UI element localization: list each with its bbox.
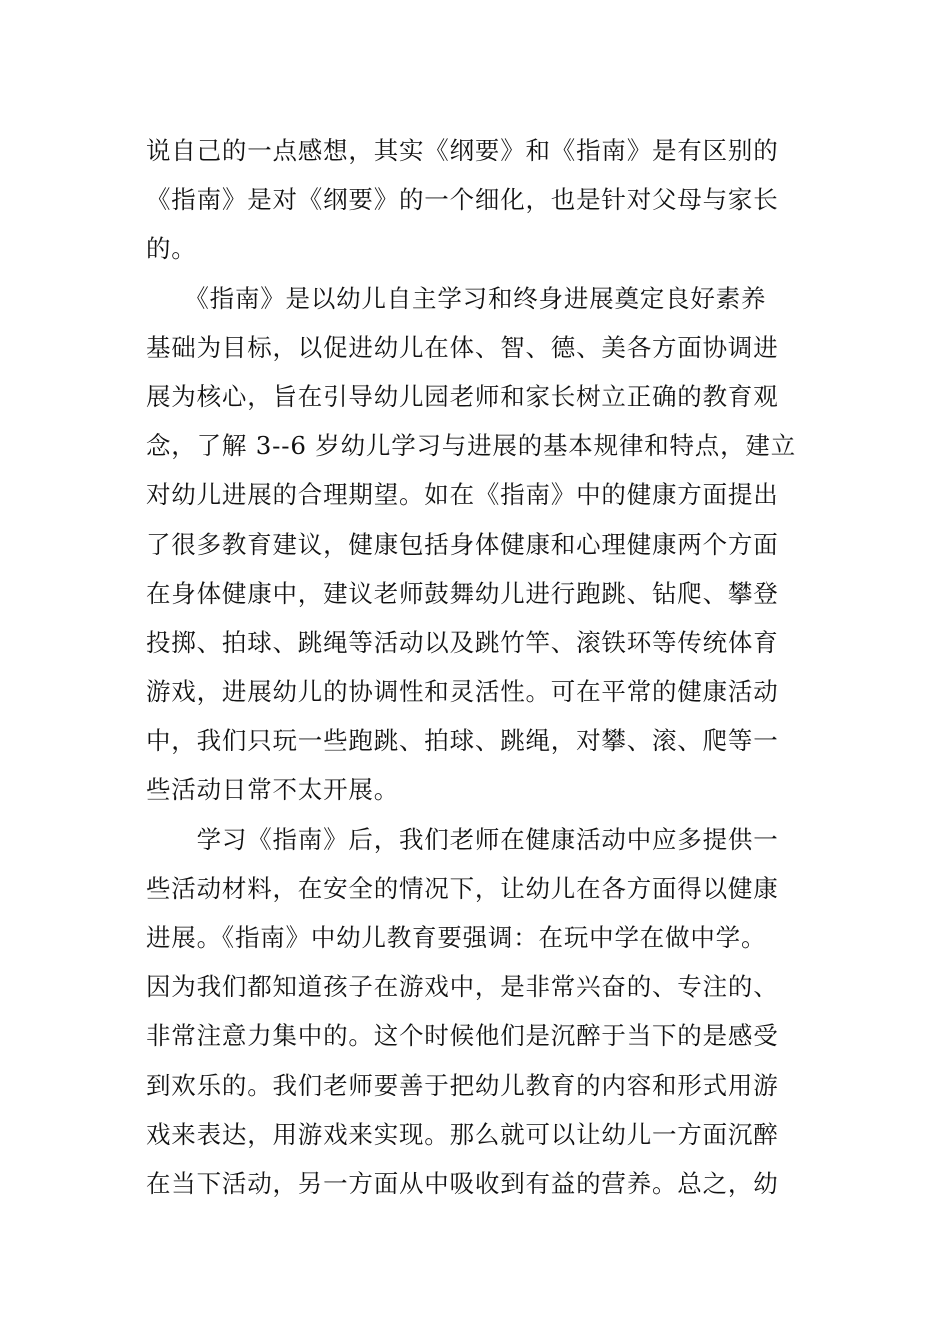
text-line-5: 基础为目标，以促进幼儿在体、智、德、美各方面协调进: [146, 332, 779, 362]
text-line-13: 中，我们只玩一些跑跳、拍球、跳绳，对攀、滚、爬等一: [146, 726, 779, 756]
text-line-8: 对幼儿进展的合理期望。如在《指南》中的健康方面提出: [146, 480, 779, 510]
text-line-19: 非常注意力集中的。这个时候他们是沉醉于当下的是感受: [146, 1021, 779, 1051]
text-line-10: 在身体健康中，建议老师鼓舞幼儿进行跑跳、钻爬、攀登: [146, 578, 779, 608]
text-line-22: 在当下活动，另一方面从中吸收到有益的营养。总之，幼: [146, 1168, 779, 1198]
text-line-20: 到欢乐的。我们老师要善于把幼儿教育的内容和形式用游: [146, 1070, 779, 1100]
text-line-1: 说自己的一点感想，其实《纲要》和《指南》是有区别的: [146, 136, 779, 165]
text-line-7: 念，了解 3--6 岁幼儿学习与进展的基本规律和特点，建立: [146, 431, 797, 461]
text-line-18: 因为我们都知道孩子在游戏中，是非常兴奋的、专注的、: [146, 972, 779, 1002]
text-line-2: 《指南》是对《纲要》的一个细化，也是针对父母与家长: [146, 185, 779, 215]
text-line-4: 《指南》是以幼儿自主学习和终身进展奠定良好素养: [146, 283, 767, 313]
text-line-11: 投掷、拍球、跳绳等活动以及跳竹竿、滚铁环等传统体育: [146, 627, 779, 657]
document-body: [146, 126, 812, 1208]
text-line-3: 的。: [146, 234, 197, 264]
text-line-21: 戏来表达，用游戏来实现。那么就可以让幼儿一方面沉醉: [146, 1119, 779, 1149]
text-line-12: 游戏，进展幼儿的协调性和灵活性。可在平常的健康活动: [146, 677, 779, 707]
text-line-6: 展为核心，旨在引导幼儿园老师和家长树立正确的教育观: [146, 381, 779, 411]
text-line-16: 些活动材料，在安全的情况下，让幼儿在各方面得以健康: [146, 873, 779, 903]
text-line-9: 了很多教育建议，健康包括身体健康和心理健康两个方面: [146, 529, 779, 559]
text-line-17: 进展。《指南》中幼儿教育要强调：在玩中学在做中学。: [146, 923, 767, 952]
text-line-15: 学习《指南》后，我们老师在健康活动中应多提供一: [146, 824, 779, 854]
text-line-14: 些活动日常不太开展。: [146, 775, 399, 805]
